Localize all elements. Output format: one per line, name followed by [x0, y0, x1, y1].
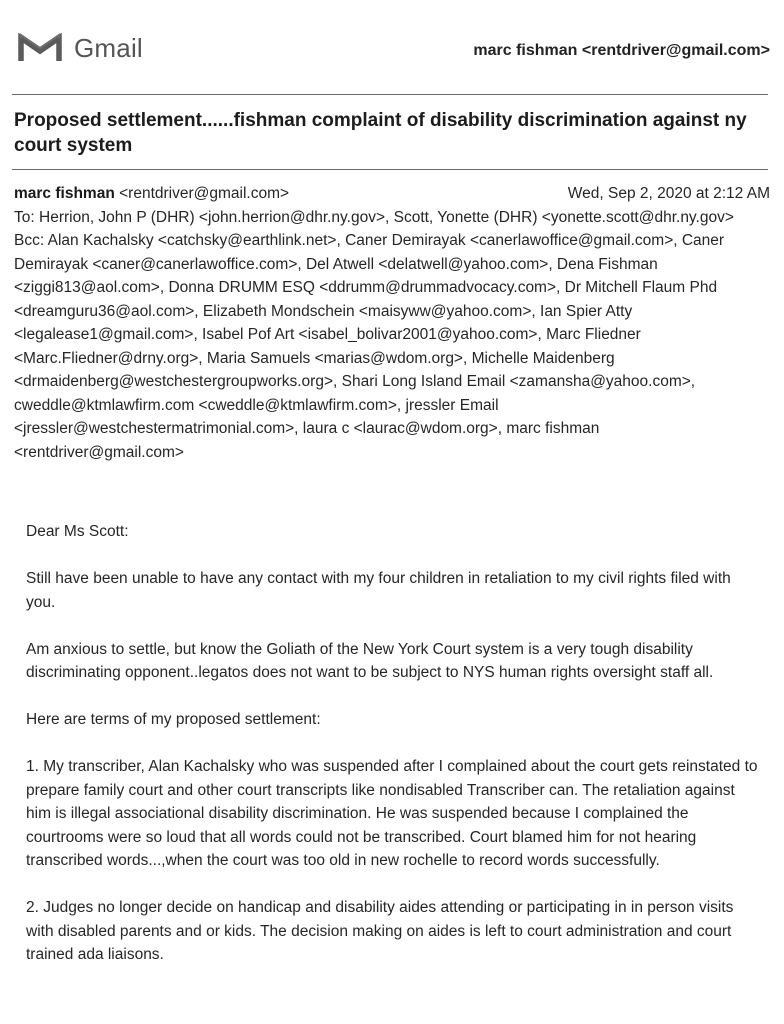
- gmail-logo: [18, 32, 143, 64]
- sent-date: Wed, Sep 2, 2020 at 2:12 AM: [567, 185, 770, 202]
- email-header: [14, 182, 770, 464]
- gmail-m-icon: [18, 32, 62, 64]
- header: [14, 28, 770, 72]
- body-paragraph: 1. My transcriber, Alan Kachalsky who was suspended after I complained about the court gets reinstated to prepare family court and other court transcripts like nondisabled Transcriber can. The retaliation against him is illegal associational disability discrimination. He was suspended because I complained the courtrooms were so loud that all words could not be transcribed. Court blamed him for not hearing transcribed words...,when the court was too old in new rochelle to record words successfully.: [26, 758, 758, 869]
- divider-subject: [12, 169, 768, 170]
- bcc-recipients: Alan Kachalsky <catchsky@earthlink.net>, Caner Demirayak <canerlawoffice@gmail.com>, Caner Demirayak <caner@canerlawoffice.com>, Del Atwell <delatwell@yahoo.com>, Dena Fishman <ziggi813@aol.com>, Donna DRUMM ESQ <ddrumm@drummadvocacy.com>, Dr Mitchell Flaum Phd <dreamguru36@aol.com>, Elizabeth Mondschein <maisyww@yahoo.com>, Ian Spier Atty <legalease1@gmail.com>, Isabel Pof Art <isabel_bolivar2001@yahoo.com>, Marc Fliedner <Marc.Fliedner@drny.org>, Maria Samuels <marias@wdom.org>, Michelle Maidenberg <drmaidenberg@westchestergroupworks.org>, Shari Long Island Email <zamansha@yahoo.com>, cweddle@ktmlawfirm.com <cweddle@ktmlawfirm.com>, jressler Email <jressler@westchestermatrimonial.com>, laura c <laurac@wdom.org>, marc fishman <rentdriver@gmail.com>: [14, 232, 725, 461]
- email-subject: Proposed settlement......fishman complaint of disability discrimination against ny court system: [14, 110, 747, 156]
- to-row: [14, 206, 770, 230]
- from-row: [14, 182, 770, 206]
- to-recipients: Herrion, John P (DHR) <john.herrion@dhr.ny.gov>, Scott, Yonette (DHR) <yonette.scott@dhr.ny.gov>: [39, 208, 734, 226]
- body-paragraph: Still have been unable to have any contact with my four children in retaliation to my civil rights filed with you.: [26, 570, 731, 611]
- sender-email: <rentdriver@gmail.com>: [119, 185, 290, 202]
- email-body: [26, 520, 762, 990]
- body-paragraph: Dear Ms Scott:: [26, 523, 129, 540]
- app-name: Gmail: [74, 32, 143, 63]
- bcc-label: Bcc:: [14, 232, 45, 249]
- divider-top: [12, 94, 768, 95]
- to-label: To:: [14, 208, 35, 226]
- sender-name: marc fishman: [14, 185, 115, 202]
- account-label: marc fishman <rentdriver@gmail.com>: [473, 42, 770, 59]
- bcc-row: [14, 229, 770, 464]
- body-paragraph: 2. Judges no longer decide on handicap and disability aides attending or participating in in person visits with disabled parents and or kids. The decision making on aides is left to court administration and court trained ada liaisons.: [26, 899, 734, 963]
- body-paragraph: Here are terms of my proposed settlement:: [26, 711, 321, 728]
- body-paragraph: Am anxious to settle, but know the Goliath of the New York Court system is a very tough disability discriminating opponent..legatos does not want to be subject to NYS human rights oversight staff all.: [26, 640, 714, 681]
